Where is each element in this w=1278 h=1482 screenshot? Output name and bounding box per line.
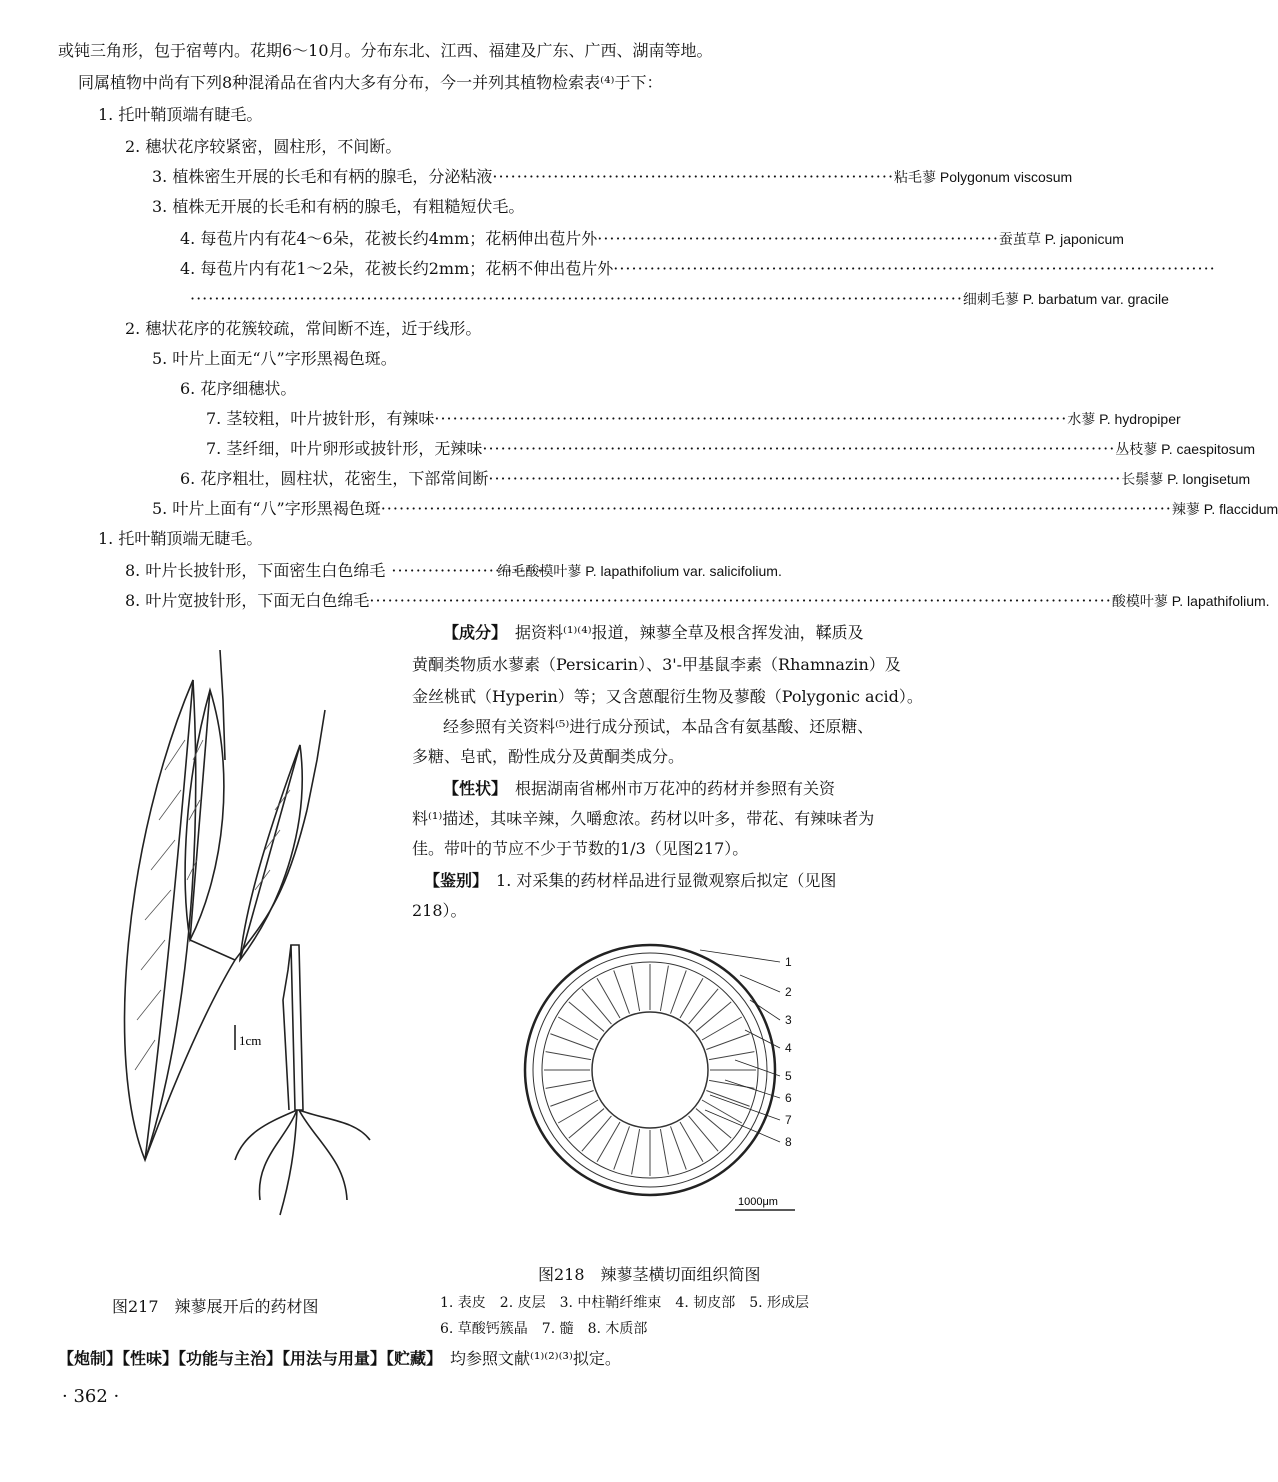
page-number: · 362 · bbox=[62, 1386, 120, 1407]
intro-line-2: 同属植物中尚有下列8种混淆品在省内大多有分布，今一并列其植物检索表⁽⁴⁾于下： bbox=[78, 73, 663, 92]
vascular-ray bbox=[680, 978, 703, 1018]
taxon-name: 丛枝蓼 P. caespitosum bbox=[1115, 441, 1256, 457]
taxon-name: 长鬃蓼 P. longisetum bbox=[1121, 471, 1251, 487]
key-line: 2. 穗状花序较紧密，圆柱形，不间断。 bbox=[125, 137, 402, 156]
taxon-name: 辣蓼 P. flaccidum bbox=[1171, 501, 1278, 517]
footer-line: 【炮制】【性味】【功能与主治】【用法与用量】【贮藏】 均参照文献⁽¹⁾⁽²⁾⁽³⁾拟定。 bbox=[58, 1349, 621, 1368]
key-line: 5. 叶片上面有“八”字形黑褐色斑 ·································································································································· 辣蓼 P. flaccidum bbox=[152, 499, 1278, 518]
vascular-ray bbox=[546, 1080, 591, 1088]
key-line: 4. 每苞片内有花4～6朵，花被长约4mm；花柄伸出苞片外 ·································································· 蚕茧草 P. japonicum bbox=[180, 229, 1124, 248]
label-number: 6 bbox=[785, 1091, 792, 1105]
taxon-name: 蚕茧草 P. japonicum bbox=[998, 231, 1124, 247]
key-line: 6. 花序粗壮，圆柱状，花密生，下部常间断 ········································································································ 长鬃蓼 P. longisetum bbox=[180, 469, 1251, 488]
vascular-ray bbox=[702, 1017, 742, 1040]
label-number: 7 bbox=[785, 1113, 792, 1127]
key-line: 8. 叶片长披针形，下面密生白色绵毛 ························· 绵毛酸模叶蓼 P. lapathifolium var. salicifolium. bbox=[125, 561, 782, 580]
taxon-name: 细刺毛蓼 P. barbatum var. gracile bbox=[962, 291, 1169, 307]
paragraph-line: 料⁽¹⁾描述，其味辛辣，久嚼愈浓。药材以叶多，带花、有辣味者为 bbox=[412, 809, 875, 828]
vascular-ray bbox=[597, 1122, 620, 1162]
vascular-ray bbox=[569, 1109, 604, 1139]
vascular-ray bbox=[550, 1034, 593, 1050]
figure-218-cross-section bbox=[510, 920, 820, 1240]
vascular-ray bbox=[706, 1091, 749, 1107]
key-line: 5. 叶片上面无“八”字形黑褐色斑。 bbox=[152, 349, 397, 368]
vascular-ray bbox=[671, 970, 687, 1013]
paragraph-line: 经参照有关资料⁽⁵⁾进行成分预试，本品含有氨基酸、还原糖、 bbox=[443, 717, 874, 736]
key-line: 3. 植株无开展的长毛和有柄的腺毛，有粗糙短伏毛。 bbox=[152, 197, 525, 216]
section-headings: 【炮制】【性味】【功能与主治】【用法与用量】【贮藏】 bbox=[58, 1349, 435, 1368]
vascular-ray bbox=[546, 1052, 591, 1060]
key-line: 7. 茎纤细，叶片卵形或披针形，无辣味 ········································································································ 丛枝蓼 P. caespitosum bbox=[206, 439, 1256, 458]
label-number: 2 bbox=[785, 985, 792, 999]
vascular-ray bbox=[689, 1116, 719, 1151]
key-line: ······························································································································· 细刺毛蓼 P. barbatum var. gracile bbox=[190, 289, 1169, 308]
vascular-ray bbox=[569, 1002, 604, 1032]
paragraph-line: 218）。 bbox=[412, 901, 467, 920]
vascular-ray bbox=[582, 989, 612, 1024]
key-line: 4. 每苞片内有花1～2朵，花被长约2mm；花柄不伸出苞片外 ··································································································· bbox=[180, 259, 1216, 278]
key-line: 6. 花序细穗状。 bbox=[180, 379, 297, 398]
intro-line-1: 或钝三角形，包于宿萼内。花期6～10月。分布东北、江西、福建及广东、广西、湖南等地。 bbox=[58, 41, 713, 60]
key-line: 7. 茎较粗，叶片披针形，有辣味 ········································································································ 水蓼 P. hydropiper bbox=[206, 409, 1181, 428]
vascular-ray bbox=[582, 1116, 612, 1151]
vascular-ray bbox=[660, 966, 668, 1011]
vascular-ray bbox=[632, 1129, 640, 1174]
section-jianbie: 【鉴别】 1. 对采集的药材样品进行显微观察后拟定（见图 bbox=[424, 871, 837, 890]
paragraph-line: 佳。带叶的节应不少于节数的1/3（见图217）。 bbox=[412, 839, 749, 858]
section-heading: 【成分】 bbox=[443, 623, 500, 642]
taxon-name: 粘毛蓼 Polygonum viscosum bbox=[894, 169, 1073, 185]
vascular-ray bbox=[680, 1122, 703, 1162]
figure-218-legend-2: 6. 草酸钙簇晶 7. 髓 8. 木质部 bbox=[440, 1321, 648, 1337]
figure-218-caption: 图218 辣蓼茎横切面组织简图 bbox=[538, 1265, 761, 1284]
vascular-ray bbox=[614, 970, 630, 1013]
figure-217-caption: 图217 辣蓼展开后的药材图 bbox=[112, 1297, 319, 1316]
label-number: 4 bbox=[785, 1041, 792, 1055]
figure-217-plant-drawing bbox=[85, 640, 415, 1280]
key-line: 2. 穗状花序的花簇较疏，常间断不连，近于线形。 bbox=[125, 319, 482, 338]
paragraph-line: 金丝桃甙（Hyperin）等；又含蒽醌衍生物及蓼酸（Polygonic acid）。 bbox=[412, 687, 923, 706]
vascular-ray bbox=[558, 1017, 598, 1040]
section-heading: 【鉴别】 bbox=[424, 871, 481, 890]
vascular-ray bbox=[614, 1126, 630, 1169]
vascular-ray bbox=[689, 989, 719, 1024]
vascular-ray bbox=[632, 966, 640, 1011]
vascular-ray bbox=[706, 1034, 749, 1050]
key-line: 3. 植株密生开展的长毛和有柄的腺毛，分泌粘液 ·································································· 粘毛蓼 Polygonum viscosum bbox=[152, 167, 1073, 186]
vascular-ray bbox=[696, 1109, 731, 1139]
taxon-name: 绵毛酸模叶蓼 P. lapathifolium var. salicifolium. bbox=[497, 563, 782, 579]
vascular-ray bbox=[671, 1126, 687, 1169]
label-number: 8 bbox=[785, 1135, 792, 1149]
key-line: 1. 托叶鞘顶端无睫毛。 bbox=[98, 529, 263, 548]
section-heading: 【性状】 bbox=[443, 779, 500, 798]
scale-label: 1cm bbox=[239, 1033, 262, 1048]
key-line: 8. 叶片宽披针形，下面无白色绵毛 ·························································································································· 酸模叶蓼 P. lapathifolium. bbox=[125, 591, 1270, 610]
label-number: 5 bbox=[785, 1069, 792, 1083]
paragraph-line: 多糖、皂甙，酚性成分及黄酮类成分。 bbox=[412, 747, 685, 766]
vascular-ray bbox=[709, 1052, 754, 1060]
vascular-ray bbox=[696, 1002, 731, 1032]
taxon-name: 水蓼 P. hydropiper bbox=[1067, 411, 1181, 427]
vascular-ray bbox=[550, 1091, 593, 1107]
vascular-ray bbox=[597, 978, 620, 1018]
figure-218-legend-1: 1. 表皮 2. 皮层 3. 中柱鞘纤维束 4. 韧皮部 5. 形成层 bbox=[440, 1295, 810, 1311]
scale-label: 1000μm bbox=[738, 1196, 778, 1208]
section-xingzhuang: 【性状】 根据湖南省郴州市万花冲的药材并参照有关资 bbox=[443, 779, 836, 798]
vascular-ray bbox=[660, 1129, 668, 1174]
vascular-ray bbox=[558, 1100, 598, 1123]
paragraph-line: 黄酮类物质水蓼素（Persicarin）、3'-甲基鼠李素（Rhamnazin）及 bbox=[412, 655, 901, 674]
key-line: 1. 托叶鞘顶端有睫毛。 bbox=[98, 105, 263, 124]
section-chengfen: 【成分】 据资料⁽¹⁾⁽⁴⁾报道，辣蓼全草及根含挥发油，鞣质及 bbox=[443, 623, 864, 642]
label-number: 3 bbox=[785, 1013, 792, 1027]
label-number: 1 bbox=[785, 955, 792, 969]
taxon-name: 酸模叶蓼 P. lapathifolium. bbox=[1111, 593, 1270, 609]
